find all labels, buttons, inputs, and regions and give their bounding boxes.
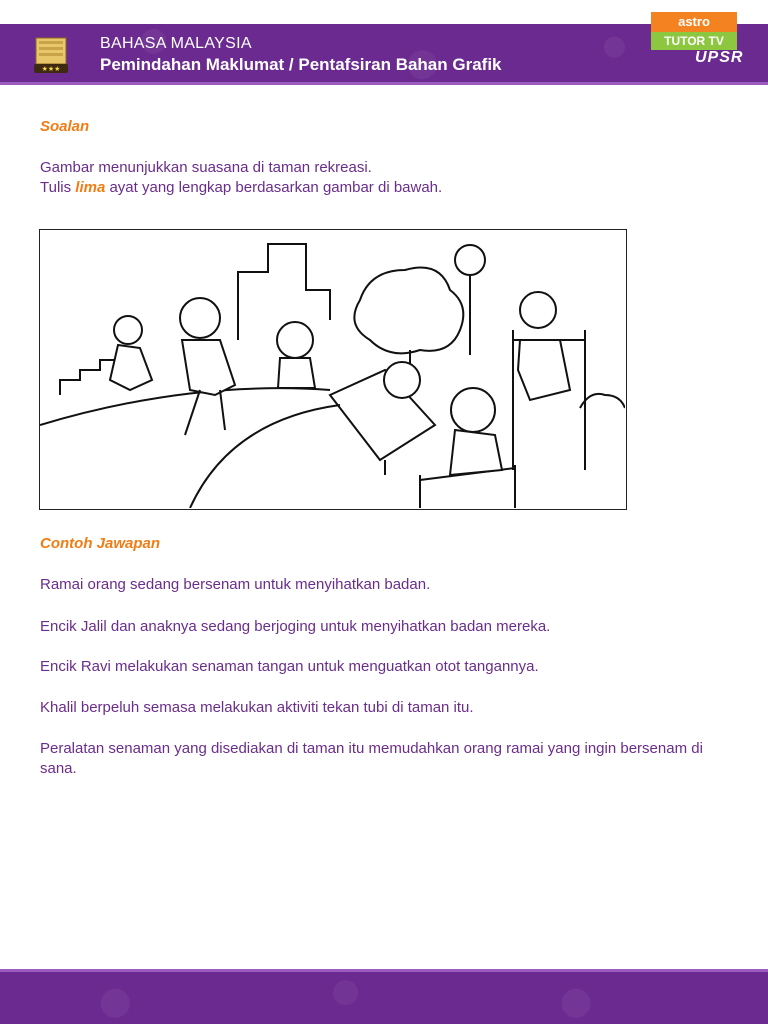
topic-title: Pemindahan Maklumat / Pentafsiran Bahan Grafik <box>100 55 502 74</box>
question-line-1: Gambar menunjukkan suasana di taman rekreasi. <box>40 159 372 176</box>
answer-sentence-2: Encik Jalil dan anaknya sedang berjoging untuk menyihatkan badan mereka. <box>40 618 551 635</box>
astro-tutor-logo <box>651 12 744 72</box>
book-icon <box>30 36 72 76</box>
question-line-2-start: Tulis <box>40 179 76 196</box>
answer-sentence-1: Ramai orang sedang bersenam untuk menyihatkan badan. <box>40 576 431 593</box>
answer-heading: Contoh Jawapan <box>40 535 161 552</box>
subject-title: BAHASA MALAYSIA <box>100 35 252 52</box>
park-picture-frame <box>39 229 627 510</box>
answer-sentence-4: Khalil berpeluh semasa melakukan aktiviti tekan tubi di taman itu. <box>40 699 474 716</box>
footer-bar <box>0 972 768 1024</box>
park-illustration-icon <box>40 230 625 508</box>
question-heading: Soalan <box>40 118 90 135</box>
question-line-2-end: ayat yang lengkap berdasarkan gambar di bawah. <box>105 179 443 196</box>
answer-sentence-5: Peralatan senaman yang disediakan di taman itu memudahkan orang ramai yang ingin bersenam di sana. <box>40 740 703 777</box>
svg-text:★★★: ★★★ <box>41 65 61 73</box>
answer-sentence-3: Encik Ravi melakukan senaman tangan untuk menguatkan otot tangannya. <box>40 658 539 675</box>
logo-upsr: UPSR <box>695 49 744 66</box>
question-highlight-word: lima <box>75 179 106 196</box>
question-line-2 <box>40 178 730 198</box>
logo-tutor-tv: TUTOR TV <box>651 32 737 50</box>
header-divider <box>0 82 768 85</box>
logo-astro: astro <box>651 12 737 32</box>
